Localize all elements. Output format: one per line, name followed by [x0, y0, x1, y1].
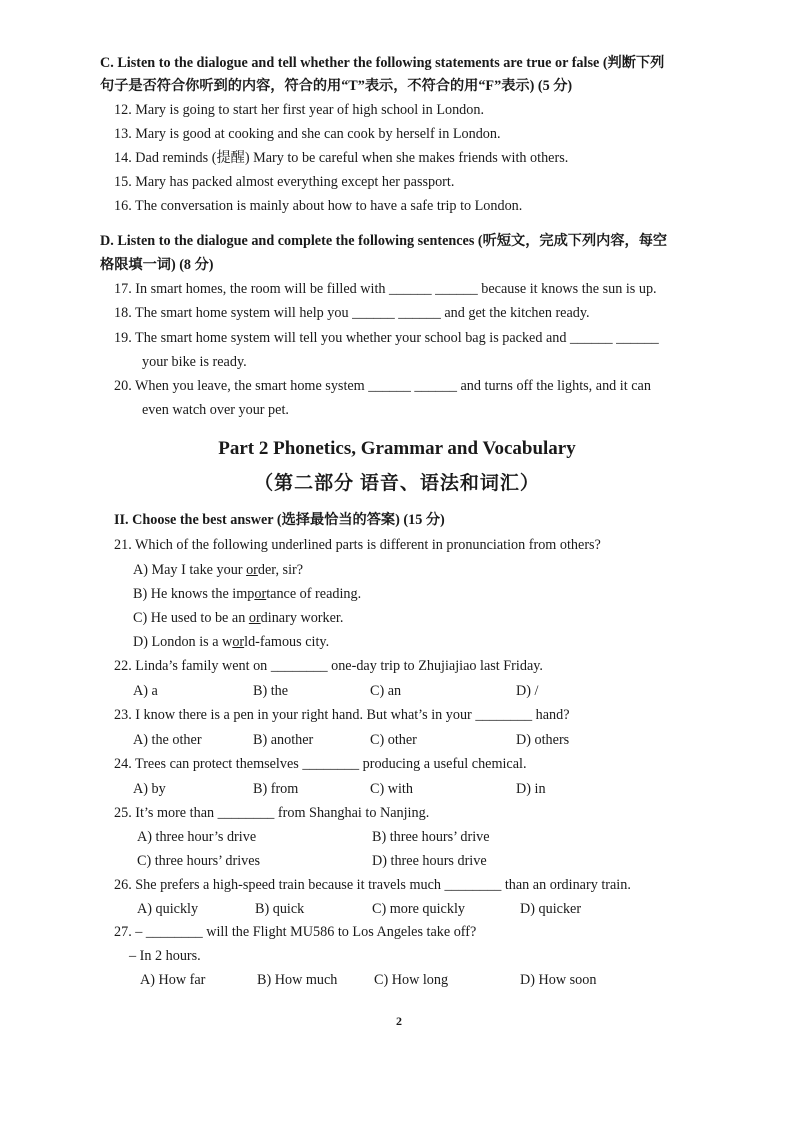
question-25-option-a: A) three hour’s drive — [137, 829, 257, 845]
question-23-option-a: A) the other — [133, 732, 202, 748]
question-27-option-a: A) How far — [140, 972, 206, 988]
question-21-option-b: B) He knows the importance of reading. — [133, 586, 362, 602]
question-27: 27. – ________ will the Flight MU586 to Los Angeles take off? — [114, 924, 477, 940]
question-26-option-a: A) quickly — [137, 901, 199, 917]
question-14: 14. Dad reminds (提醒) Mary to be careful when she makes friends with others. — [114, 150, 569, 166]
question-16: 16. The conversation is mainly about how to have a safe trip to London. — [114, 198, 523, 214]
question-22-option-b: B) the — [253, 683, 289, 699]
question-22: 22. Linda’s family went on ________ one-day trip to Zhujiajiao last Friday. — [114, 658, 543, 674]
section-d-heading-line1: D. Listen to the dialogue and complete the following sentences (听短文，完成下列内容，每空 — [100, 233, 668, 249]
question-24-option-b: B) from — [253, 781, 299, 797]
question-27-option-b: B) How much — [257, 972, 338, 988]
question-19: 19. The smart home system will tell you whether your school bag is packed and ______ ______ — [114, 330, 659, 346]
question-23-option-b: B) another — [253, 732, 314, 748]
question-21-option-d: D) London is a world-famous city. — [133, 634, 330, 650]
question-21-option-a: A) May I take your order, sir? — [133, 562, 304, 578]
question-25-option-d: D) three hours drive — [372, 853, 487, 869]
question-22-option-c: C) an — [370, 683, 402, 699]
part-2-title: Part 2 Phonetics, Grammar and Vocabulary — [218, 438, 576, 459]
question-26-option-c: C) more quickly — [372, 901, 465, 917]
question-12: 12. Mary is going to start her first year of high school in London. — [114, 102, 484, 118]
page-number: 2 — [396, 1014, 402, 1028]
section-ii-heading: II. Choose the best answer (选择最恰当的答案) (15 分) — [114, 512, 445, 528]
question-21-option-c: C) He used to be an ordinary worker. — [133, 610, 344, 626]
question-18: 18. The smart home system will help you ______ ______ and get the kitchen ready. — [114, 305, 590, 321]
question-23: 23. I know there is a pen in your right hand. But what’s in your ________ hand? — [114, 707, 570, 723]
question-15: 15. Mary has packed almost everything except her passport. — [114, 174, 455, 190]
question-20-continued: even watch over your pet. — [142, 402, 289, 418]
question-17: 17. In smart homes, the room will be filled with ______ ______ because it knows the sun is up. — [114, 281, 657, 297]
question-22-option-d: D) / — [516, 683, 539, 699]
part-2-subtitle: （第二部分 语音、语法和词汇） — [254, 473, 540, 494]
question-13: 13. Mary is good at cooking and she can cook by herself in London. — [114, 126, 501, 142]
question-25-option-b: B) three hours’ drive — [372, 829, 490, 845]
section-c-heading-line1: C. Listen to the dialogue and tell whether the following statements are true or false (判断下列 — [100, 55, 665, 71]
question-21: 21. Which of the following underlined parts is different in pronunciation from others? — [114, 537, 601, 553]
question-26-option-b: B) quick — [255, 901, 305, 917]
question-23-option-d: D) others — [516, 732, 570, 748]
question-27-option-c: C) How long — [374, 972, 449, 988]
question-27-reply: – In 2 hours. — [129, 948, 201, 964]
question-24: 24. Trees can protect themselves ________ producing a useful chemical. — [114, 756, 527, 772]
question-24-option-c: C) with — [370, 781, 413, 797]
question-25: 25. It’s more than ________ from Shanghai to Nanjing. — [114, 805, 430, 821]
question-27-option-d: D) How soon — [520, 972, 597, 988]
question-19-continued: your bike is ready. — [142, 354, 247, 370]
question-24-option-a: A) by — [133, 781, 166, 797]
question-26: 26. She prefers a high-speed train because it travels much ________ than an ordinary train. — [114, 877, 631, 893]
question-20: 20. When you leave, the smart home system ______ ______ and turns off the lights, and it can — [114, 378, 651, 394]
question-22-option-a: A) a — [133, 683, 158, 699]
section-d-heading-line2: 格限填一词) (8 分) — [100, 257, 214, 273]
section-c-heading-line2: 句子是否符合你听到的内容，符合的用“T”表示，不符合的用“F”表示) (5 分) — [100, 78, 573, 94]
question-25-option-c: C) three hours’ drives — [137, 853, 261, 869]
question-23-option-c: C) other — [370, 732, 417, 748]
question-24-option-d: D) in — [516, 781, 546, 797]
question-26-option-d: D) quicker — [520, 901, 582, 917]
